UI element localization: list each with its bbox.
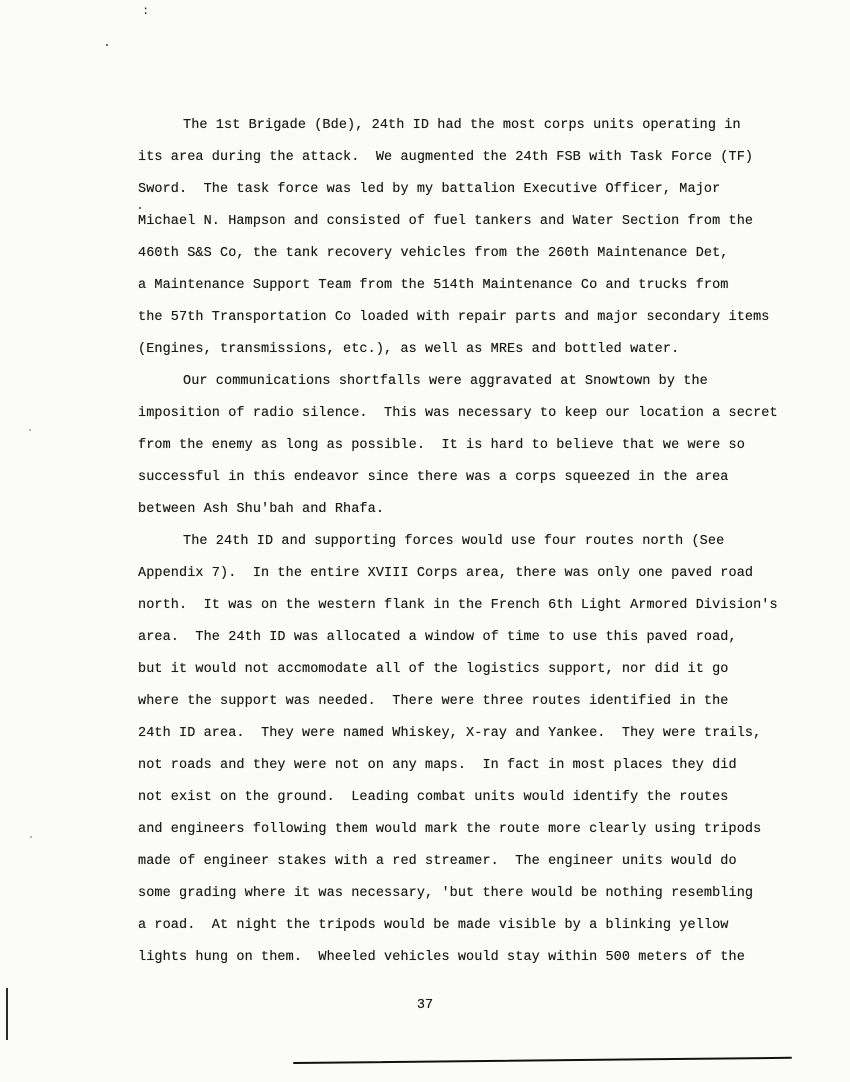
scan-artifact-bottom-rule [293, 1057, 792, 1064]
text-line: made of engineer stakes with a red streamer. The engineer units would do [138, 854, 737, 869]
paragraph [138, 366, 803, 526]
text-line: a road. At night the tripods would be made visible by a blinking yellow [138, 918, 729, 933]
paragraph [138, 110, 803, 366]
text-line: 460th S&S Co, the tank recovery vehicles from the 260th Maintenance Det, [138, 246, 729, 261]
page-number: 37 [416, 998, 434, 1013]
text-line: and engineers following them would mark the route more clearly using tripods [138, 822, 762, 837]
scan-artifact-speck [30, 836, 32, 838]
text-line: lights hung on them. Wheeled vehicles would stay within 500 meters of the [138, 950, 745, 965]
text-line: Michael N. Hampson and consisted of fuel tankers and Water Section from the [138, 214, 754, 229]
text-line: area. The 24th ID was allocated a window of time to use this paved road, [138, 630, 737, 645]
text-line: The 1st Brigade (Bde), 24th ID had the most corps units operating in [183, 118, 741, 133]
text-line: not exist on the ground. Leading combat units would identify the routes [138, 790, 729, 805]
text-line: a Maintenance Support Team from the 514th Maintenance Co and trucks from [138, 278, 729, 293]
text-line: where the support was needed. There were three routes identified in the [138, 694, 729, 709]
text-line: the 57th Transportation Co loaded with repair parts and major secondary items [138, 310, 770, 325]
text-line: 24th ID area. They were named Whiskey, X-ray and Yankee. They were trails, [138, 726, 762, 741]
text-line: (Engines, transmissions, etc.), as well as MREs and bottled water. [138, 342, 680, 357]
text-line: some grading where it was necessary, 'but there would be nothing resembling [138, 886, 754, 901]
text-line: its area during the attack. We augmented the 24th FSB with Task Force (TF) [138, 150, 754, 165]
text-line: but it would not accmomodate all of the logistics support, nor did it go [138, 662, 729, 677]
text-line: Appendix 7). In the entire XVIII Corps area, there was only one paved road [138, 566, 754, 581]
text-line: between Ash Shu'bah and Rhafa. [138, 502, 385, 517]
text-line: successful in this endeavor since there was a corps squeezed in the area [138, 470, 729, 485]
scan-artifact-top-mark: : [142, 4, 150, 18]
text-line: north. It was on the western flank in the French 6th Light Armored Division's [138, 598, 778, 613]
scan-artifact-speck [29, 429, 31, 431]
document-body [138, 110, 803, 974]
text-line: Sword. The task force was led by my battalion Executive Officer, Major [138, 182, 721, 197]
scan-artifact-left-edge-line [6, 988, 8, 1040]
text-line: from the enemy as long as possible. It is hard to believe that we were so [138, 438, 745, 453]
paragraph [138, 526, 803, 974]
scan-artifact-speck [106, 44, 108, 46]
text-line: Our communications shortfalls were aggravated at Snowtown by the [183, 374, 708, 389]
text-line: not roads and they were not on any maps. In fact in most places they did [138, 758, 737, 773]
text-line: The 24th ID and supporting forces would use four routes north (See [183, 534, 725, 549]
text-line: imposition of radio silence. This was necessary to keep our location a secret [138, 406, 778, 421]
